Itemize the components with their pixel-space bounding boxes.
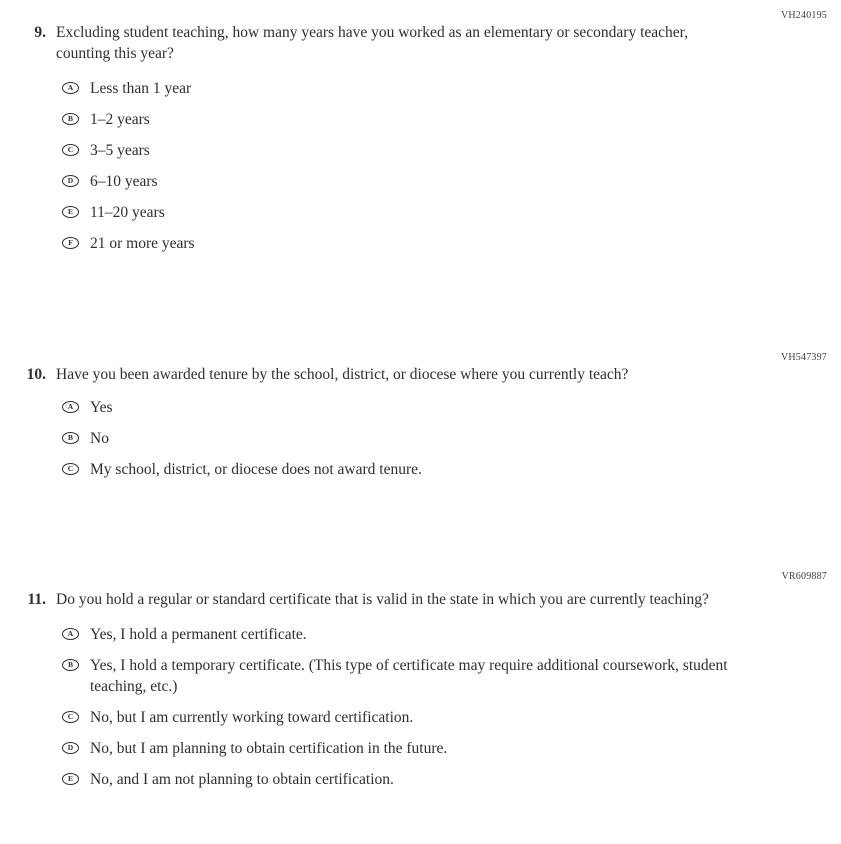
option-c[interactable] bbox=[62, 707, 827, 728]
answer-bubble-icon[interactable]: B bbox=[62, 659, 79, 671]
question-9 bbox=[21, 10, 827, 254]
options-list bbox=[62, 624, 827, 790]
question-11 bbox=[21, 571, 827, 790]
question-code: VH240195 bbox=[780, 10, 827, 21]
option-label: No, and I am not planning to obtain certification. bbox=[90, 771, 394, 788]
option-f[interactable] bbox=[62, 233, 827, 254]
answer-bubble-icon[interactable]: D bbox=[62, 742, 79, 754]
option-b[interactable] bbox=[62, 655, 827, 697]
option-c[interactable] bbox=[62, 459, 827, 480]
question-text: Do you hold a regular or standard certificate that is valid in the state in which you are currently teaching? bbox=[56, 591, 709, 608]
question-10 bbox=[21, 352, 827, 480]
answer-bubble-icon[interactable]: A bbox=[62, 401, 79, 413]
answer-bubble-icon[interactable]: F bbox=[62, 237, 79, 249]
question-number: 9. bbox=[34, 24, 46, 41]
answer-bubble-icon[interactable]: C bbox=[62, 144, 79, 156]
option-b[interactable] bbox=[62, 428, 827, 449]
option-a[interactable] bbox=[62, 78, 827, 99]
option-label: Yes bbox=[90, 399, 113, 416]
answer-bubble-icon[interactable]: A bbox=[62, 628, 79, 640]
question-text: Have you been awarded tenure by the school, district, or diocese where you currently teach? bbox=[56, 366, 629, 383]
answer-bubble-icon[interactable]: B bbox=[62, 432, 79, 444]
option-label: Yes, I hold a permanent certificate. bbox=[90, 626, 307, 643]
options-list bbox=[62, 78, 827, 254]
question-number: 11. bbox=[27, 591, 46, 608]
option-a[interactable] bbox=[62, 624, 827, 645]
option-label: No bbox=[90, 430, 109, 447]
option-label: 1–2 years bbox=[90, 111, 150, 128]
question-number: 10. bbox=[26, 366, 46, 383]
option-label: No, but I am planning to obtain certification in the future. bbox=[90, 740, 448, 757]
option-label: 21 or more years bbox=[90, 235, 195, 252]
answer-bubble-icon[interactable]: B bbox=[62, 113, 79, 125]
options-list bbox=[62, 397, 827, 480]
option-e[interactable] bbox=[62, 202, 827, 223]
answer-bubble-icon[interactable]: C bbox=[62, 711, 79, 723]
option-b[interactable] bbox=[62, 109, 827, 130]
answer-bubble-icon[interactable]: E bbox=[62, 773, 79, 785]
option-a[interactable] bbox=[62, 397, 827, 418]
option-label: 3–5 years bbox=[90, 142, 150, 159]
answer-bubble-icon[interactable]: C bbox=[62, 463, 79, 475]
option-d[interactable] bbox=[62, 171, 827, 192]
answer-bubble-icon[interactable]: E bbox=[62, 206, 79, 218]
option-label: My school, district, or diocese does not award tenure. bbox=[90, 461, 422, 478]
question-text: Excluding student teaching, how many years have you worked as an elementary or secondary teacher, counting this year? bbox=[56, 24, 689, 62]
answer-bubble-icon[interactable]: A bbox=[62, 82, 79, 94]
option-label: 11–20 years bbox=[90, 204, 165, 221]
option-e[interactable] bbox=[62, 769, 827, 790]
option-d[interactable] bbox=[62, 738, 827, 759]
answer-bubble-icon[interactable]: D bbox=[62, 175, 79, 187]
option-label: 6–10 years bbox=[90, 173, 158, 190]
question-code: VH547397 bbox=[780, 352, 827, 363]
option-label: No, but I am currently working toward certification. bbox=[90, 709, 414, 726]
question-code: VR609887 bbox=[781, 571, 827, 582]
option-c[interactable] bbox=[62, 140, 827, 161]
option-label: Yes, I hold a temporary certificate. (This type of certificate may require additional coursework, student teaching, etc.) bbox=[90, 657, 728, 695]
option-label: Less than 1 year bbox=[90, 80, 192, 97]
